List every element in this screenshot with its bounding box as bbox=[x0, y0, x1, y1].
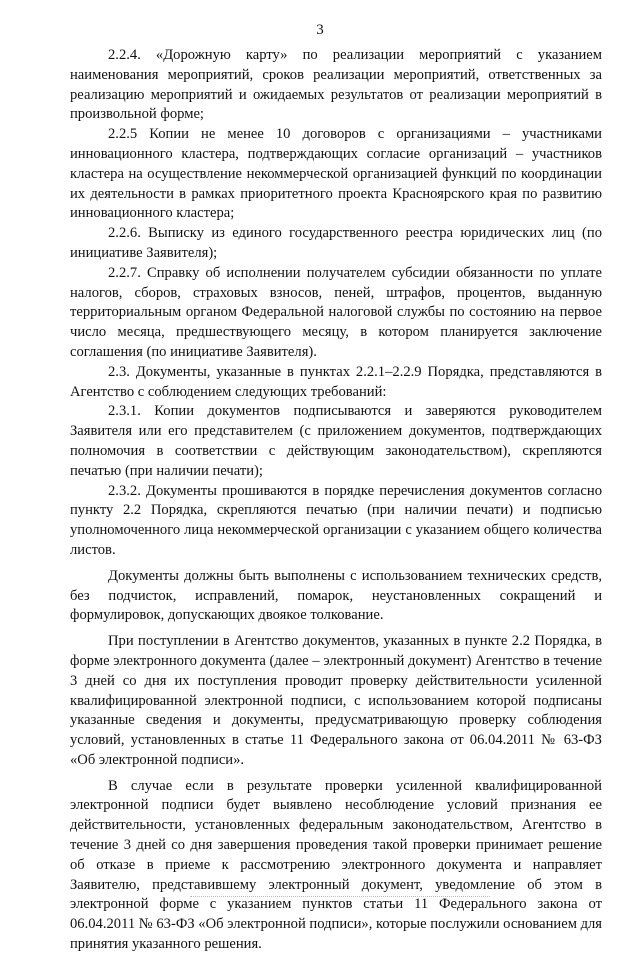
scan-edge-divider bbox=[190, 896, 490, 897]
paragraph-2-2-7: 2.2.7. Справку об исполнении получателем субсидии обязанности по уплате налогов, сборов, страховых взносов, пеней, штрафов, процентов, выданную территориальным органом Федеральной налоговой службы по состоянию на первое число месяца, предшествующего месяцу, в котором планируется заключение соглашения (по инициативе Заявителя). bbox=[70, 264, 602, 360]
paragraph-2-3-2: 2.3.2. Документы прошиваются в порядке перечисления документов согласно пункту 2.2 Порядка, скрепляются печатью (при наличии печати) и подписью уполномоченного лица некоммерческой организации с указанием общего количества листов. bbox=[70, 482, 602, 558]
paragraph-2-2-6: 2.2.6. Выписку из единого государственного реестра юридических лиц (по инициативе Заявителя); bbox=[70, 225, 602, 261]
paragraph-document-requirements: Документы должны быть выполнены с использованием технических средств, без подчисток, исправлений, помарок, неустановленных сокращений и формулировок, допускающих двоякое толкование. bbox=[70, 567, 602, 624]
paragraph-2-3: 2.3. Документы, указанные в пунктах 2.2.1–2.2.9 Порядка, представляются в Агентство с соблюдением следующих требований: bbox=[70, 363, 602, 400]
paragraph-2-2-4: 2.2.4. «Дорожную карту» по реализации мероприятий с указанием наименования мероприятий, сроков реализации мероприятий, ответственных за реализацию мероприятий и ожидаемых результатов от реализации мероприятий в произвольной форме; bbox=[70, 47, 602, 123]
paragraph-electronic-document-check: При поступлении в Агентство документов, указанных в пункте 2.2 Порядка, в форме электронного документа (далее – электронный документ) Агентство в течение 3 дней со дня их поступления проводит проверку действительности усиленной квалифицированной электронной подписи, с использованием которой подписаны указанные сведения и документы, предусматривающую проверку соблюдения условий, установленных в статье 11 Федерального закона от 06.04.2011 № 63-ФЗ «Об электронной подписи». bbox=[70, 633, 602, 768]
document-body bbox=[70, 46, 602, 955]
paragraph-signature-rejection: В случае если в результате проверки усиленной квалифицированной электронной подписи будет выявлено несоблюдение условий признания ее действительности, установленных федеральным законодательством, Агентство в течение 3 дней со дня завершения проведения такой проверки принимает решение об отказе в приеме к рассмотрению электронного документа и направляет Заявителю, представившему электронный документ, уведомление об этом в электронной форме с указанием пунктов статьи 11 Федерального закона от 06.04.2011 № 63-ФЗ «Об электронной подписи», которые послужили основанием для принятия указанного решения. bbox=[70, 777, 602, 953]
paragraph-2-3-1: 2.3.1. Копии документов подписываются и заверяются руководителем Заявителя или его представителем (с приложением документов, подтверждающих полномочия в соответствии с действующим законодательством), скрепляются печатью (при наличии печати); bbox=[70, 403, 602, 479]
paragraph-2-2-5: 2.2.5 Копии не менее 10 договоров с организациями – участниками инновационного кластера, подтверждающих согласие организаций – участников кластера на осуществление некоммерческой организацией функций по координации их деятельности в рамках приоритетного проекта Красноярского края по развитию инновационного кластера; bbox=[70, 126, 602, 222]
page-number: 3 bbox=[316, 22, 324, 38]
